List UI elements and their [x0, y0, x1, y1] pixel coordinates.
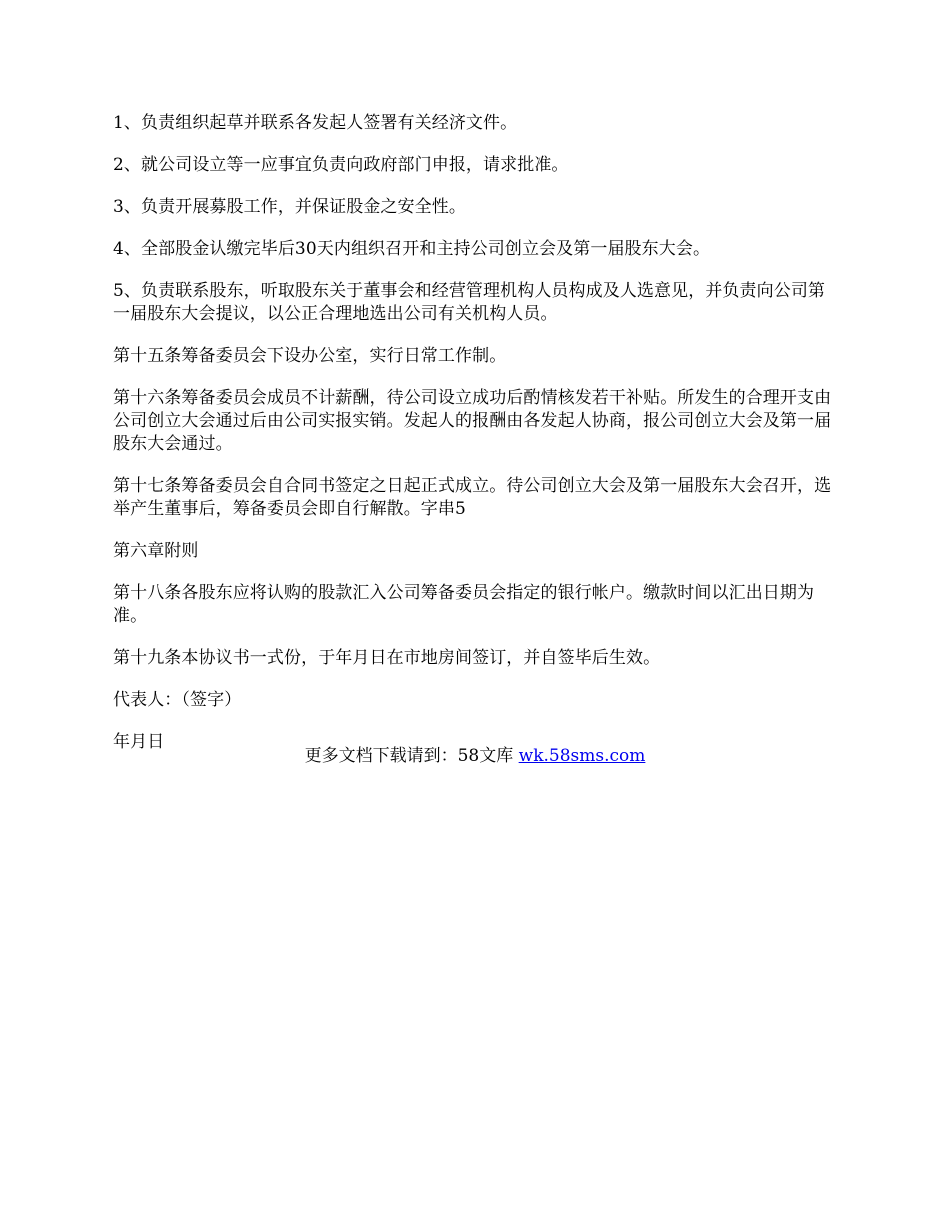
representative-signature-line: 代表人：（签字） — [113, 690, 242, 710]
paragraph-item-5: 5、负责联系股东，听取股东关于董事会和经营管理机构人员构成及人选意见，并负责向公司第一届股东大会提议，以公正合理地选出公司有关机构人员。 — [113, 281, 826, 324]
footer-link[interactable]: wk.58sms.com — [518, 746, 646, 766]
article-16: 第十六条筹备委员会成员不计薪酬，待公司设立成功后酌情核发若干补贴。所发生的合理开支由公司创立大会通过后由公司实报实销。发起人的报酬由各发起人协商，报公司创立大会及第一届股东大会通过。 — [113, 388, 832, 454]
download-footer — [0, 745, 950, 768]
paragraph-item-1: 1、负责组织起草并联系各发起人签署有关经济文件。 — [113, 113, 518, 133]
paragraph-item-3: 3、负责开展募股工作，并保证股金之安全性。 — [113, 197, 466, 217]
document-body — [113, 112, 841, 773]
paragraph-item-4: 4、全部股金认缴完毕后30天内组织召开和主持公司创立会及第一届股东大会。 — [113, 239, 711, 259]
article-15: 第十五条筹备委员会下设办公室，实行日常工作制。 — [113, 346, 507, 366]
footer-prefix: 更多文档下载请到：58文库 — [304, 746, 519, 766]
article-18: 第十八条各股东应将认购的股款汇入公司筹备委员会指定的银行帐户。缴款时间以汇出日期为准。 — [113, 583, 815, 626]
chapter-heading: 第六章附则 — [113, 541, 199, 561]
paragraph-item-2: 2、就公司设立等一应事宜负责向政府部门申报，请求批准。 — [113, 155, 569, 175]
article-19: 第十九条本协议书一式份，于年月日在市地房间签订，并自签毕后生效。 — [113, 648, 661, 668]
article-17: 第十七条筹备委员会自合同书签定之日起正式成立。待公司创立大会及第一届股东大会召开，选举产生董事后，筹备委员会即自行解散。字串5 — [113, 476, 832, 519]
date-line: 年月日 — [113, 732, 165, 752]
